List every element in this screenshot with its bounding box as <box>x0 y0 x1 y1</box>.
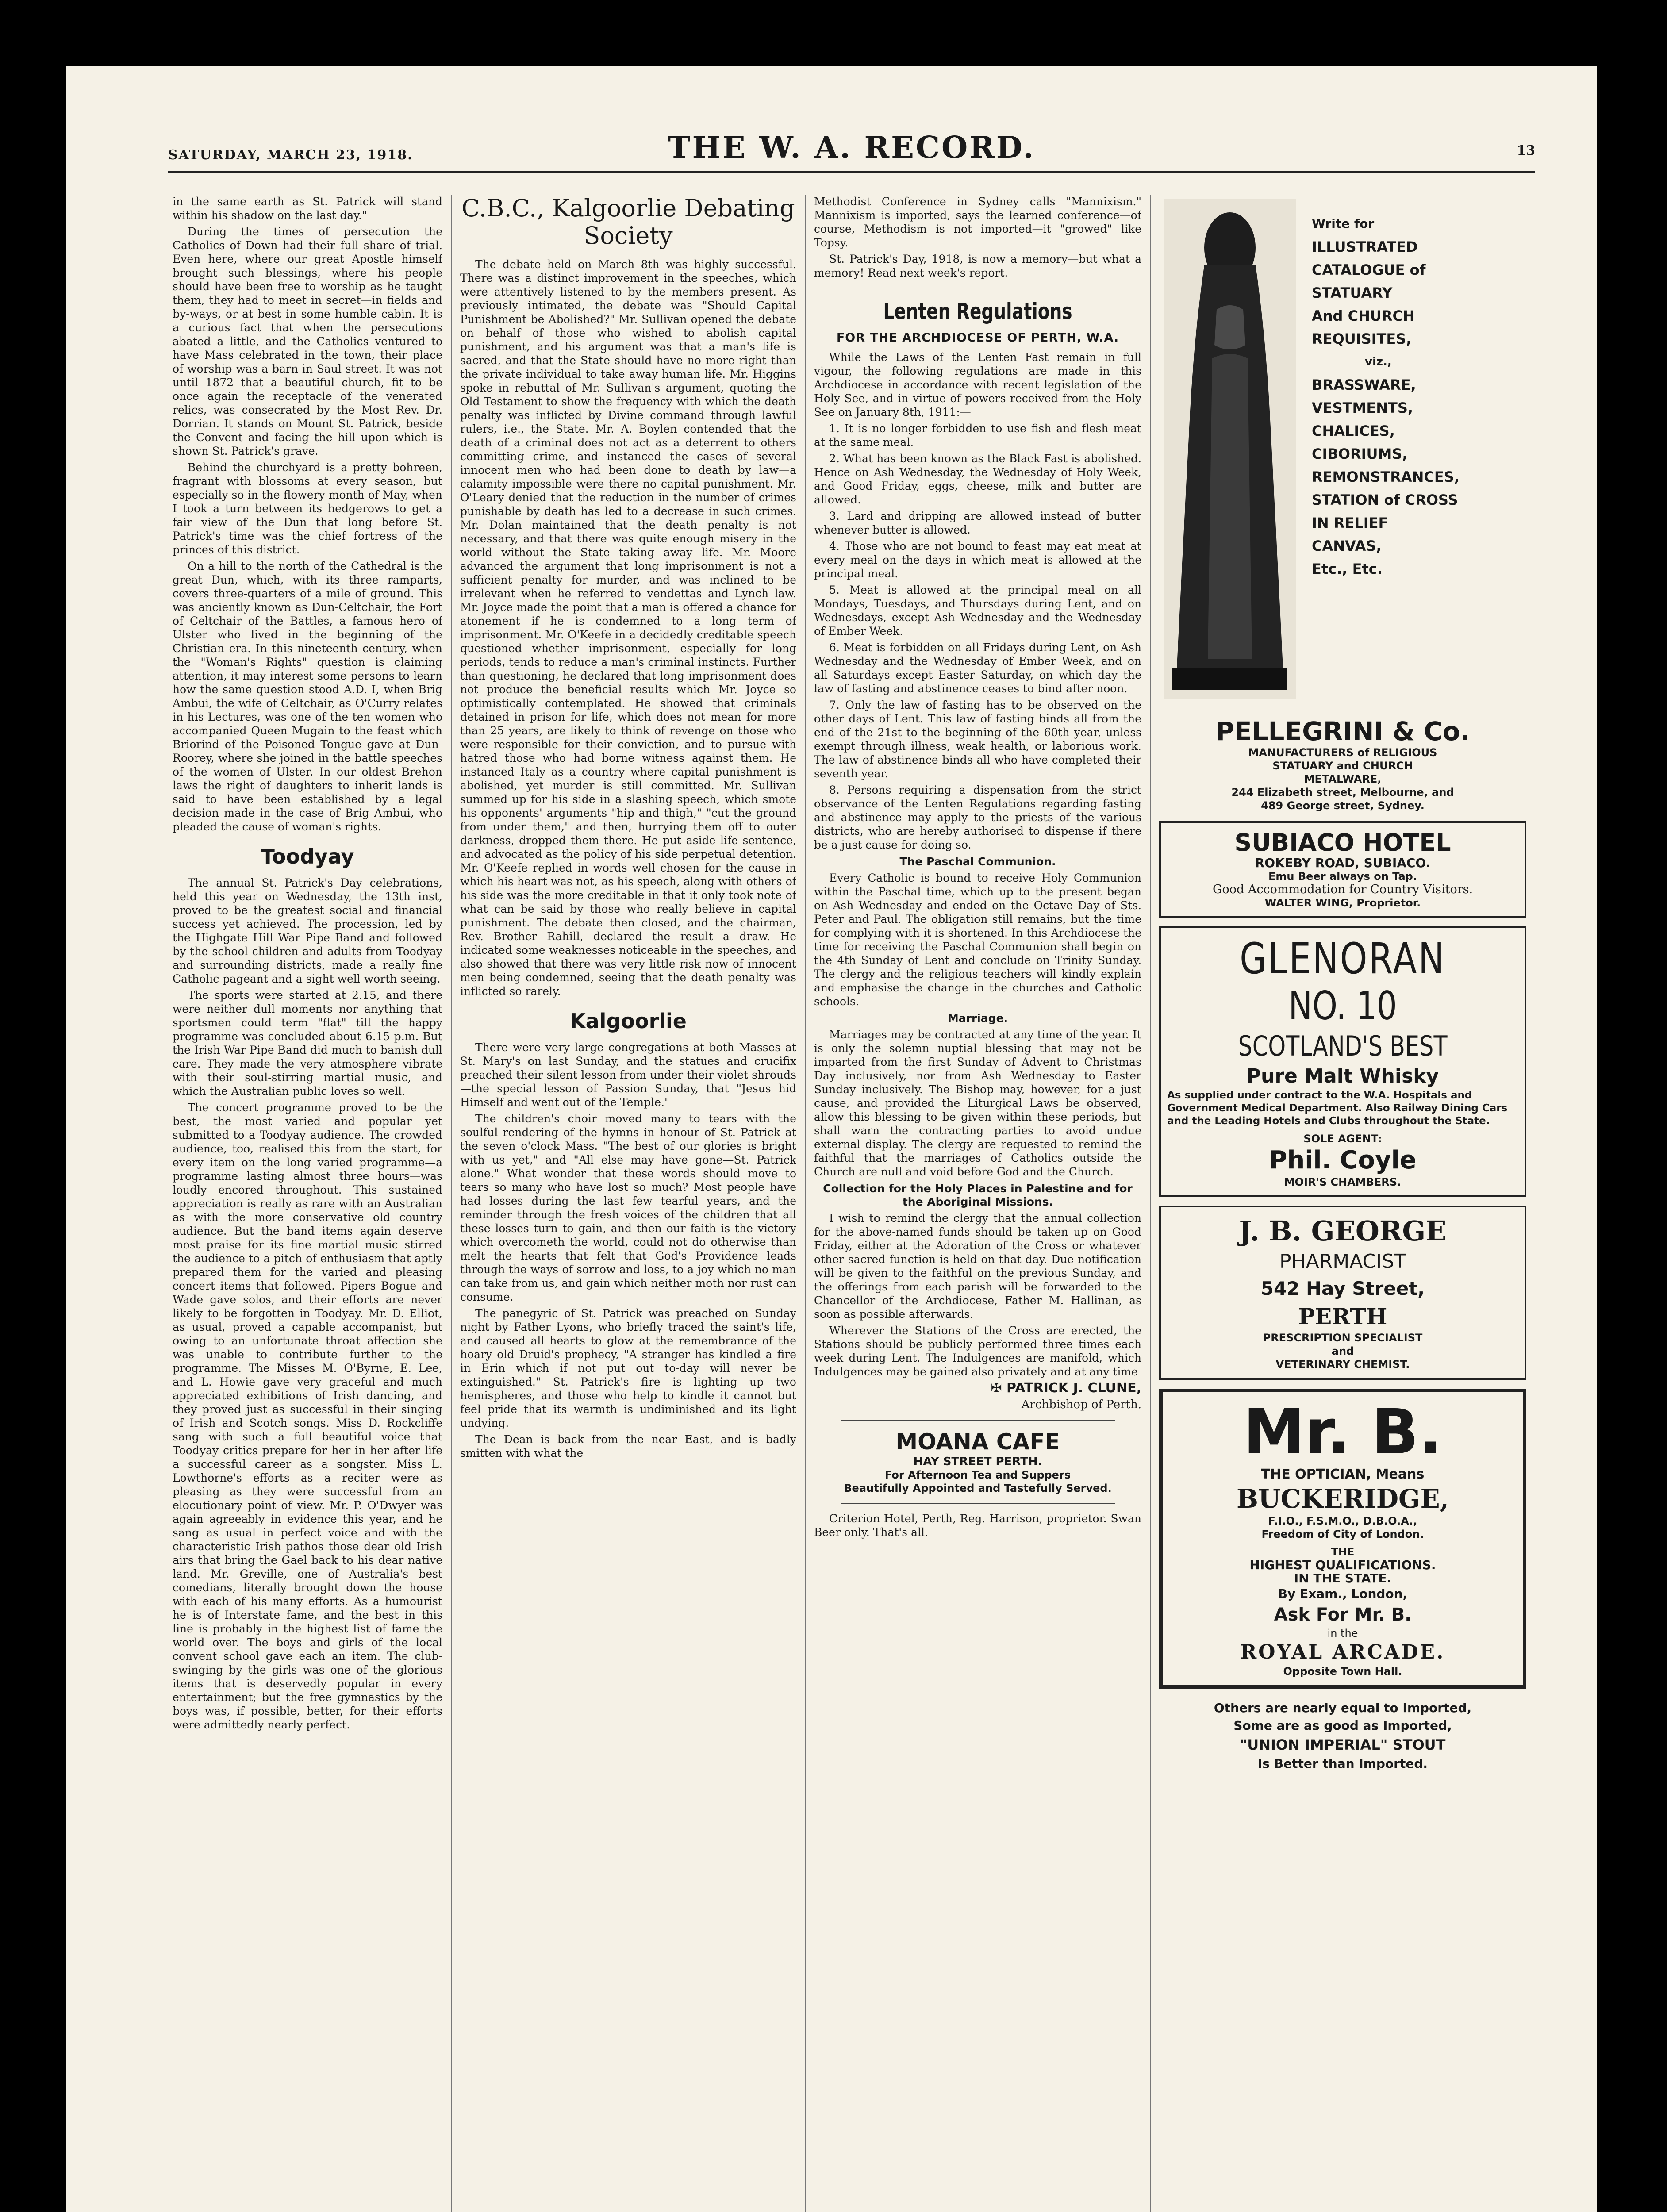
signature-title: Archbishop of Perth. <box>1021 1398 1141 1411</box>
regulation-item: 3. Lard and dripping are allowed instead of butter whenever butter is allowed. <box>814 510 1141 536</box>
ad-george-line: VETERINARY CHEMIST. <box>1275 1358 1410 1371</box>
column-4-advertisements <box>1159 195 1526 2212</box>
statuary-list <box>1312 212 1526 580</box>
article-paragraph: I wish to remind the clergy that the annual collection for the above-named funds should be taken up on Good Friday, either at the Adoration of the Cross or whatever other sacred function is held on that day. Due notification will be given to the faithful on the previous Sunday, and the offerings from each parish will be forwarded to the Chancellor of the Archdiocese, Father M. Hallinan, as soon as possible afterwards. <box>814 1212 1141 1321</box>
ad-mrb-line: By Exam., London, <box>1278 1586 1408 1601</box>
ad-mrb-line: Opposite Town Hall. <box>1283 1665 1402 1678</box>
ad-stout-line: Is Better than Imported. <box>1257 1756 1428 1771</box>
statuary-item: REMONSTRANCES, <box>1312 469 1460 485</box>
signature-name: ✠ PATRICK J. CLUNE, <box>991 1380 1141 1396</box>
ad-glenoran-line: SOLE AGENT: <box>1303 1133 1382 1145</box>
article-paragraph: The debate held on March 8th was highly successful. There was a distinct improvement in the speeches, which were attentively listened to by the members present. As previously intimated, the debate was "Should Capital Punishment be Abolished?" Mr. Sullivan opened the debate on behalf of those who wished to abolish capital punishment, and his argument was that a man's life is sacred, and that the State should have no more right than the private individual to take away human life. Mr. Higgins spoke in rebuttal of Mr. Sullivan's argument, quoting the Old Testament to show the frequency with which the death penalty was inflicted by Divine command through lawful rulers, i.e., the State. Mr. A. Boylen contended that the death of a criminal does not act as a deterrent to others committing crime, and instanced the cases of several innocent men who had been done to death by law—a calamity impossible were there no capital punishment. Mr. O'Leary denied that the reduction in the number of crimes punishable by death has led to a decrease in such crimes. Mr. Dolan maintained that the death penalty is not necessary, and that there was quite enough misery in the world without the State taking away life. Mr. Moore advanced the argument that long imprisonment is not a sufficient penalty for murder, and was inclined to be irrelevant when he referred to vendettas and Lynch law. Mr. Joyce made the point that a man is offered a chance for atonement if he is condemned to a long term of imprisonment. Mr. O'Keefe in a decidedly creditable speech questioned whether imprisonment, especially for long periods, tends to reduce a man's criminal instincts. Further than questioning, he declared that long imprisonment does not produce the beneficial results which Mr. Joyce so optimistically contemplated. He showed that criminals detained in prison for life, which does not mean for more than 25 years, are likely to think of revenge on those who were responsible for their conviction, and to pursue with hatred those who had borne witness against them. He instanced Italy as a country where capital punishment is abolished, yet murder is still committed. Mr. Sullivan summed up for his side in a slashing speech, which smote his opponents' arguments "hip and thigh," "cut the ground from under them," and then, hurrying them off to outer darkness, dropped them there. He put aside life sentence, and advocated as the policy of his side perpetual detention. Mr. O'Keefe replied in words well chosen for the cause in which his heart was not, as his speech, along with others of his side was the more creditable in that it only took note of what can be said by those who really believe in capital punishment. The debate then closed, and the chairman, Rev. Brother Rahill, declared the result a draw. He indicated some weaknesses noticeable in the speeches, and also showed that there was very little risk now of innocent men being condemned, seeing that the death penalty was inflicted so rarely. <box>460 258 796 998</box>
ad-moana-line: HAY STREET PERTH. <box>913 1455 1042 1468</box>
ad-subiaco-title: SUBIACO HOTEL <box>1234 829 1451 856</box>
ad-jb-george <box>1159 1206 1526 1380</box>
ad-pellegrini-line: 244 Elizabeth street, Melbourne, and <box>1231 786 1454 799</box>
ad-george-title: J. B. GEORGE <box>1239 1215 1447 1247</box>
article-paragraph: St. Patrick's Day, 1918, is now a memory—but what a memory! Read next week's report. <box>814 253 1141 279</box>
ad-pellegrini-line: 489 George street, Sydney. <box>1261 799 1425 812</box>
regulation-item: 1. It is no longer forbidden to use fish and flesh meat at the same meal. <box>814 422 1141 449</box>
article-paragraph: Every Catholic is bound to receive Holy Communion within the Paschal time, which up to the present began on Ash Wednesday and ended on the Octave Day of Sts. Peter and Paul. The obligation still remains, but the time for complying with it is shortened. In this Archdiocese the time for receiving the Paschal Communion shall begin on the 4th Sunday of Lent and conclude on Trinity Sunday. The clergy and the religious teachers will kindly explain and emphasise the change in the churches and Catholic schools. <box>814 872 1141 1008</box>
ad-mrb-line: F.I.O., F.S.M.O., D.B.O.A., <box>1268 1515 1417 1527</box>
article-paragraph: The children's choir moved many to tears with the soulful rendering of the hymns in honour of St. Patrick at the seven o'clock Mass. "The best of our glories is bright with us yet," and "All else may have gone—St. Patrick alone." What wonder that these words should move to tears so many who have lost so much? Most people have had losses during the last few tearful years, and the reminder through the fresh voices of the children that all these losses turn to gain, and then our faith is the victory which overcometh the world, could not do otherwise than melt the hearts that felt that God's Providence leads through the ways of sorrow and loss, to a joy which no man can take from us, and gain which neither moth nor rust can consume. <box>460 1112 796 1303</box>
ad-subiaco-line: Emu Beer always on Tap. <box>1268 870 1417 883</box>
ad-george-line: PRESCRIPTION SPECIALIST <box>1263 1332 1423 1344</box>
article-heading-toodyay: Toodyay <box>261 845 354 868</box>
statuary-item: Etc., Etc. <box>1312 561 1383 577</box>
column-1 <box>173 195 442 2212</box>
ad-stout-brand: "UNION IMPERIAL" STOUT <box>1240 1736 1446 1753</box>
ad-moana-line: For Afternoon Tea and Suppers <box>884 1469 1071 1481</box>
ad-george-line: PERTH <box>1298 1303 1387 1329</box>
ad-glenoran-title: GLENORAN <box>1240 934 1446 983</box>
article-paragraph: Wherever the Stations of the Cross are erected, the Stations should be publicly performed three times each week during Lent. The Indulgences are manifold, which Indulgences may be gained also privately and at any time <box>814 1324 1141 1378</box>
article-paragraph: The annual St. Patrick's Day celebrations, held this year on Wednesday, the 13th inst, proved to be the greatest social and financial success yet achieved. The procession, led by the Highgate Hill War Pipe Band and followed by the school children and adults from Toodyay and surrounding districts, made a really fine Catholic pageant and a sight well worth seeing. <box>173 876 442 985</box>
ad-glenoran-line: As supplied under contract to the W.A. Hospitals and Government Medical Department. Also Railway Dining Cars and the Leading Hotels and Clubs throughout the State. <box>1167 1090 1508 1127</box>
ad-stout-line: Some are as good as Imported, <box>1233 1718 1452 1733</box>
column-3 <box>814 195 1141 2212</box>
article-heading-kalgoorlie: Kalgoorlie <box>569 1009 687 1033</box>
ad-mr-b-optician <box>1159 1389 1526 1689</box>
regulation-item: 2. What has been known as the Black Fast is abolished. Hence on Ash Wednesday, the Wednesday of Holy Week, and Good Friday, eggs, cheese, milk and butter are allowed. <box>814 452 1141 506</box>
ad-glenoran-tagline: SCOTLAND'S BEST <box>1238 1030 1448 1062</box>
section-heading-marriage: Marriage. <box>947 1012 1008 1025</box>
ad-subiaco-line: Good Accommodation for Country Visitors. <box>1212 883 1473 896</box>
ad-george-line: PHARMACIST <box>1279 1250 1406 1273</box>
ad-george-line: and <box>1331 1345 1354 1357</box>
statuary-item: IN RELIEF <box>1312 515 1388 531</box>
ad-mrb-line: Freedom of City of London. <box>1261 1528 1424 1540</box>
article-paragraph: Behind the churchyard is a pretty bohreen, fragrant with blossoms at every season, but especially so in the flowery month of May, when I took a turn between its hedgerows to get a fair view of the Dun that long before St. Patrick's time was the chief fortress of the princes of this district. <box>173 461 442 556</box>
ad-glenoran-agent: Phil. Coyle <box>1269 1146 1417 1175</box>
ad-mrb-line: BUCKERIDGE, <box>1237 1484 1449 1514</box>
statuary-item: BRASSWARE, <box>1312 376 1416 393</box>
column-2 <box>460 195 796 2212</box>
ad-subiaco-line: ROKEBY ROAD, SUBIACO. <box>1255 856 1431 870</box>
statuary-item: And CHURCH <box>1312 307 1415 324</box>
article-paragraph: On a hill to the north of the Cathedral is the great Dun, which, with its three ramparts, covers three-quarters of a mile of ground. This was anciently known as Dun-Celtchair, the Fort of Celtchair of the Battles, a famous hero of Ulster who lived in the beginning of the Christian era. In this nineteenth century, when the "Woman's Rights" question is claiming attention, it may interest some persons to learn how the same question stood A.D. I, when Brig Ambui, the wife of Celtchair, as O'Curry relates in his Lectures, was one of the ten women who accompanied Queen Mugain to the feast which Briorind of the Poisoned Tongue gave at Dun-Roorey, where she joined in the battle speeches of the women of Ulster. In our oldest Brehon laws the right of daughters to inherit lands is said to have been established by a legal decision made in the case of Brig Ambui, who pleaded the cause of woman's rights. <box>173 560 442 833</box>
column-divider <box>1150 195 1151 2212</box>
ad-mrb-line: IN THE STATE. <box>1294 1571 1392 1586</box>
regulation-item: 5. Meat is allowed at the principal meal on all Mondays, Tuesdays, and Thursdays during Lent, and on Wednesdays, except Ash Wednesday and the Wednesday of Ember Week. <box>814 584 1141 637</box>
article-heading-lenten-regulations: Lenten Regulations <box>883 299 1072 324</box>
article-paragraph: The concert programme proved to be the best, the most varied and popular yet submitted to a Toodyay audience. The crowded audience, too, realised this from the start, for every item on the long varied programme—a programme lasting almost three hours—was loudly encored throughout. This sustained appreciation is really as rare with an Australian as with the more conservative old country audience. But the band items again deserve most praise for its fine martial music stirred the audience to a pitch of enthusiasm that aptly prepared them for the varied and pleasing concert items that followed. Pipers Bogue and Wade gave solos, and their efforts are never likely to be forgotten in Toodyay. Mr. D. Elliot, as usual, proved a capable accompanist, but owing to an unfortunate throat affection she was unable to contribute further to the programme. The Misses M. O'Byrne, E. Lee, and L. Howie gave very graceful and much appreciated exhibitions of Irish dancing, and they proved just as successful in their singing of Irish and Scotch songs. Miss D. Rockcliffe sang with such a full beautiful voice that Toodyay critics prepare for her in her after life a successful career as a songster. Miss L. Lowthorne's efforts as a reciter were as pleasing as they were successful from an elocutionary point of view. Mr. P. O'Dwyer was again agreeably in evidence this year, and he sang as usual in perfect voice and with the characteristic Irish pathos those dear old Irish airs that bring the Gael back to his dear native land. Mr. Greville, one of Australia's best comedians, literally brought down the house with each of his many efforts. As a humourist he is of Interstate fame, and the best in this line is probably in the highest list of fame the world over. The boys and girls of the local convent school gave each an item. The club-swinging by the girls was one of the glorious items that is deservedly popular in every entertainment; but the free gymnastics by the boys was, if possible, better, for their efforts were admittedly nearly perfect. <box>173 1101 442 1731</box>
ad-mrb-line: THE OPTICIAN, Means <box>1261 1467 1425 1482</box>
article-paragraph: While the Laws of the Lenten Fast remain in full vigour, the following regulations are made in this Archdiocese in accordance with recent legislation of the Holy See, and in virtue of powers received from the Holy See on January 8th, 1911:— <box>814 351 1141 419</box>
ad-mrb-line: ROYAL ARCADE. <box>1240 1641 1445 1663</box>
ad-glenoran-number: NO. 10 <box>1288 983 1397 1029</box>
ad-statuary <box>1159 195 1526 717</box>
statuary-item: CANVAS, <box>1312 538 1382 554</box>
ad-mrb-line: Ask For Mr. B. <box>1274 1605 1412 1625</box>
criterion-notice: Criterion Hotel, Perth, Reg. Harrison, proprietor. Swan Beer only. That's all. <box>814 1512 1141 1539</box>
article-separator <box>841 1420 1115 1421</box>
statuary-item: CIBORIUMS, <box>1312 445 1408 462</box>
ad-mrb-line: in the <box>1327 1627 1358 1640</box>
ad-glenoran <box>1159 926 1526 1197</box>
regulation-item: 7. Only the law of fasting has to be observed on the other days of Lent. This law of fasting binds all from the end of the 21st to the beginning of the 60th year, unless exempt through illness, weak health, or laborious work. The law of abstinence binds all who have completed their seventh year. <box>814 699 1141 780</box>
regulation-item: 6. Meat is forbidden on all Fridays during Lent, on Ash Wednesday and the Wednesday of Ember Week, and on all Saturdays except Easter Saturday, on which day the law of fasting and abstinence ceases to bind after noon. <box>814 641 1141 695</box>
ad-pellegrini-name: PELLEGRINI & Co. <box>1215 716 1470 746</box>
ad-subiaco-hotel <box>1159 821 1526 918</box>
statuary-item: CHALICES, <box>1312 422 1395 439</box>
article-paragraph: The sports were started at 2.15, and there were neither dull moments nor anything that sportsmen could term "flat" till the happy programme was concluded about 6.15 p.m. But the Irish War Pipe Band did much to banish dull care. They made the very atmosphere vibrate with their soul-stirring martial music, and which the Australian public loves so well. <box>173 989 442 1098</box>
article-separator <box>841 1503 1115 1504</box>
article-paragraph: There were very large congregations at both Masses at St. Mary's on last Sunday, and the statues and crucifix preached their silent lesson from under their violet shrouds—the special lesson of Passion Sunday, that "Jesus hid Himself and went out of the Temple." <box>460 1041 796 1109</box>
statuary-item: CATALOGUE of <box>1312 261 1426 278</box>
ad-pellegrini-line: STATUARY and CHURCH <box>1272 760 1413 772</box>
regulation-item: 8. Persons requiring a dispensation from the strict observance of the Lenten Regulations regarding fasting and abstinence may apply to the priests of the various districts, who are hereby authorised to dispense if there be a just cause for doing so. <box>814 783 1141 851</box>
newspaper-title: THE W. A. RECORD. <box>668 130 1035 165</box>
column-divider <box>805 195 806 2212</box>
statuary-item: viz., <box>1365 355 1392 369</box>
section-heading-paschal: The Paschal Communion. <box>899 855 1056 868</box>
newspaper-page <box>66 66 1597 2212</box>
section-heading-collection: Collection for the Holy Places in Palestine and for the Aboriginal Missions. <box>823 1182 1133 1208</box>
ad-mrb-line: THE <box>1331 1546 1355 1558</box>
page-number: 13 <box>1517 143 1535 158</box>
ad-pellegrini-line: METALWARE, <box>1304 773 1382 785</box>
statuary-item: STATION of CROSS <box>1312 492 1458 508</box>
ad-pellegrini-line: MANUFACTURERS of RELIGIOUS <box>1248 746 1437 759</box>
statuary-item: STATUARY <box>1312 284 1393 301</box>
article-paragraph: in the same earth as St. Patrick will stand within his shadow on the last day." <box>173 195 442 222</box>
regulation-item: 4. Those who are not bound to feast may eat meat at every meal on the days in which meat is allowed at the principal meal. <box>814 540 1141 580</box>
article-paragraph: The Dean is back from the near East, and is badly smitten with what the <box>460 1433 796 1459</box>
ad-stout-line: Others are nearly equal to Imported, <box>1214 1701 1472 1715</box>
article-subheading: FOR THE ARCHDIOCESE OF PERTH, W.A. <box>836 331 1119 345</box>
column-divider <box>451 195 452 2212</box>
madonna-statue-icon <box>1164 199 1296 699</box>
ad-moana-title: MOANA CAFE <box>895 1429 1060 1455</box>
ad-mrb-title: Mr. B. <box>1243 1396 1443 1468</box>
ad-moana-line: Beautifully Appointed and Tastefully Served. <box>844 1482 1112 1494</box>
ad-george-line: 542 Hay Street, <box>1260 1278 1425 1299</box>
masthead <box>168 124 1535 168</box>
ad-glenoran-line: Pure Malt Whisky <box>1246 1065 1439 1087</box>
article-paragraph: During the times of persecution the Catholics of Down had their full share of trial. Even here, where our great Apostle himself brought such blessings, where his people should have been free to worship as he taught them, they had to meet in secret—in fields and by-ways, or at best in some humble cabin. It is a curious fact that when the persecutions abated a little, and the Catholics ventured to have Mass celebrated in the town, their place of worship was a barn in Saul street. It was not until 1872 that a beautiful church, fit to be once again the receptacle of the venerated relics, was consecrated by the Most Rev. Dr. Dorrian. It stands on Mount St. Patrick, beside the Convent and facing the hill upon which is shown St. Patrick's grave. <box>173 225 442 457</box>
article-paragraph: Methodist Conference in Sydney calls "Mannixism." Mannixism is imported, says the learned conference—of course, Methodism is not imported—it "growed" like Topsy. <box>814 195 1141 249</box>
article-paragraph: Marriages may be contracted at any time of the year. It is only the solemn nuptial blessing that may not be imparted from the first Sunday of Advent to Christmas Day inclusively, nor from Ash Wednesday to Easter Sunday inclusively. The Bishop may, however, for a just cause, and provided the Liturgical Laws be observed, allow this blessing to be given within these periods, but shall warn the contracting parties to avoid undue external display. The clergy are requested to remind the faithful that the marriages of Catholics outside the Church are null and void before God and the Church. <box>814 1028 1141 1178</box>
ad-mrb-line: HIGHEST QUALIFICATIONS. <box>1249 1558 1436 1572</box>
signature <box>814 1381 1141 1396</box>
statuary-item: REQUISITES, <box>1312 330 1412 347</box>
statuary-item: VESTMENTS, <box>1312 399 1413 416</box>
statuary-item: Write for <box>1312 216 1375 231</box>
issue-date: SATURDAY, MARCH 23, 1918. <box>168 147 413 163</box>
ad-subiaco-line: WALTER WING, Proprietor. <box>1264 897 1421 909</box>
ad-glenoran-line: MOIR'S CHAMBERS. <box>1284 1176 1402 1188</box>
article-paragraph: The panegyric of St. Patrick was preached on Sunday night by Father Lyons, who briefly traced the saint's life, and caused all hearts to glow at the remembrance of the hoary old Druid's prophecy, "A stranger has kindled a fire in Erin which if not put out to-day will never be extinguished." St. Patrick's fire is lighting up two hemispheres, and those who help to kindle it cannot but feel pride that its warmth is undiminished and its light undying. <box>460 1307 796 1429</box>
article-heading-debating-society: C.B.C., Kalgoorlie Debating Society <box>461 195 795 250</box>
masthead-rule <box>168 171 1535 173</box>
statuary-item: ILLUSTRATED <box>1312 238 1418 255</box>
